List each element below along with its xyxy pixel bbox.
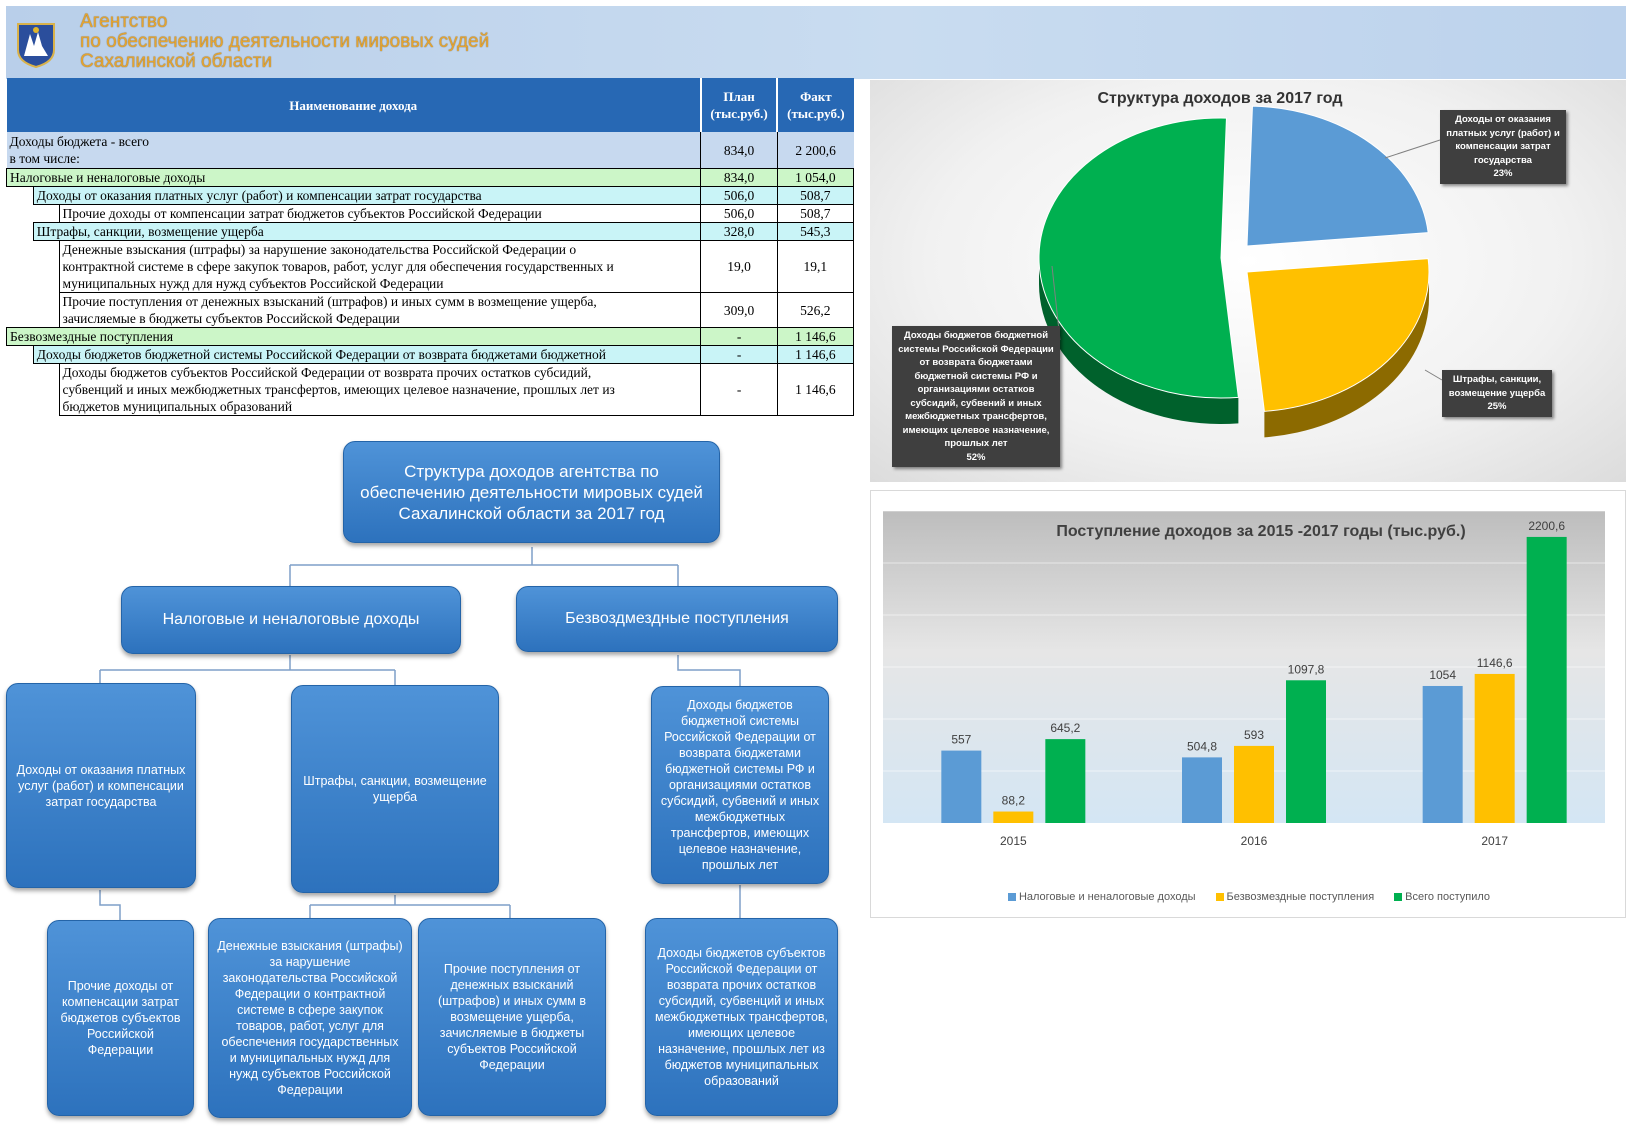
row-plan: - — [701, 364, 777, 416]
row-name: Прочие доходы от компенсации затрат бюджетов субъектов Российской Федерации — [59, 205, 701, 223]
row-fact: 508,7 — [777, 205, 853, 223]
pie-leader-line — [1425, 370, 1442, 380]
org-tax-box: Налоговые и неналоговые доходы — [121, 586, 461, 654]
org-root-box: Структура доходов агентства по обеспечению деятельности мировых судей Сахалинской области за 2017 год — [343, 441, 720, 543]
bar-data-label: 593 — [1243, 727, 1265, 742]
legend-swatch — [1008, 893, 1016, 901]
legend-swatch — [1216, 893, 1224, 901]
row-plan: 834,0 — [701, 169, 777, 187]
column-header-fact: Факт (тыс.руб.) — [777, 78, 853, 132]
agency-title-line-2: по обеспечению деятельности мировых судей — [80, 31, 490, 52]
bar-data-label: 1054 — [1429, 667, 1457, 682]
agency-title-line-3: Сахалинской области — [80, 51, 273, 72]
org-budget-return-box: Доходы бюджетов бюджетной системы Российской Федерации от возврата бюджетами бюджетной системы РФ и организациями остатков субсидий, субвений и иных межбюджетных трансфертов, имеющих целевое назначение, прошлых лет — [651, 686, 829, 884]
bar — [1182, 757, 1222, 823]
legend-entry — [1008, 891, 1196, 903]
pie-leader-line — [1385, 140, 1440, 158]
row-name: Доходы бюджетов бюджетной системы Российской Федерации от возврата бюджетами бюджетной — [33, 346, 701, 364]
pie-chart-panel — [870, 80, 1626, 482]
row-plan: - — [701, 346, 777, 364]
bar-chart-title: Поступление доходов за 2015 -2017 годы (тыс.руб.) — [1056, 523, 1466, 540]
row-plan: 506,0 — [701, 187, 777, 205]
org-other-fines-box: Прочие поступления от денежных взысканий (штрафов) и иных сумм в возмещение ущерба, зачисляемые в бюджеты субъектов Российской Федерации — [418, 918, 606, 1116]
pie-chart-title: Структура доходов за 2017 год — [1097, 90, 1343, 107]
legend-label: Безвозмездные поступления — [1226, 891, 1375, 903]
row-fact: 19,1 — [777, 241, 853, 293]
row-plan: - — [701, 328, 777, 346]
row-name: Денежные взыскания (штрафы) за нарушение законодательства Российской Федерации о контрактной системе в сфере закупок товаров, работ, услуг для обеспечения государственных и муниципальных нужд для нужд субъектов Российской Федерации — [59, 241, 701, 293]
legend-entry — [1216, 891, 1375, 903]
x-tick-label: 2015 — [999, 834, 1027, 848]
bar-data-label: 1097,8 — [1287, 662, 1325, 677]
pie-data-label: Штрафы, санкции, возмещение ущерба 25% — [1442, 370, 1552, 417]
bar — [1527, 537, 1567, 823]
legend-label: Всего поступило — [1405, 891, 1491, 903]
org-fines-box: Штрафы, санкции, возмещение ущерба — [291, 685, 499, 893]
row-fact: 2 200,6 — [777, 132, 853, 169]
bar-chart-panel — [870, 490, 1626, 918]
pie-slice — [1247, 106, 1428, 246]
bar-data-label: 2200,6 — [1528, 518, 1566, 533]
org-municipal-return-box: Доходы бюджетов субъектов Российской Федерации от возврата прочих остатков субсидий, субвенций и иных межбюджетных трансфертов, имеющих целевое назначение, прошлых лет из бюджетов муниципальных образований — [645, 918, 838, 1116]
bar-chart — [871, 491, 1627, 919]
bar — [1423, 686, 1463, 823]
bar — [1045, 739, 1085, 823]
x-tick-label: 2016 — [1240, 834, 1268, 848]
row-name: Налоговые и неналоговые доходы — [7, 169, 701, 187]
bar — [941, 751, 981, 823]
row-fact: 1 146,6 — [777, 364, 853, 416]
row-fact: 1 146,6 — [777, 328, 853, 346]
x-tick-label: 2017 — [1481, 834, 1509, 848]
row-plan: 309,0 — [701, 293, 777, 328]
pie-slice — [1247, 259, 1429, 412]
bar-data-label: 645,2 — [1050, 721, 1081, 736]
row-plan: 506,0 — [701, 205, 777, 223]
bar — [1234, 746, 1274, 823]
pie-data-label: Доходы от оказания платных услуг (работ) и компенсации затрат государства 23% — [1440, 110, 1566, 184]
bar-data-label: 504,8 — [1186, 739, 1218, 754]
org-other-comp-box: Прочие доходы от компенсации затрат бюджетов субъектов Российской Федерации — [47, 920, 194, 1116]
org-gratis-box: Безвоздмездные поступления — [516, 586, 838, 652]
row-name: Прочие поступления от денежных взысканий (штрафов) и иных сумм в возмещение ущерба, зачисляемые в бюджеты субъектов Российской Федерации — [59, 293, 701, 328]
row-fact: 545,3 — [777, 223, 853, 241]
row-name: Доходы от оказания платных услуг (работ) и компенсации затрат государства — [33, 187, 701, 205]
bar — [1475, 674, 1515, 823]
row-name: Доходы бюджета - всего в том числе: — [7, 132, 701, 169]
org-monetary-fines-box: Денежные взыскания (штрафы) за нарушение законодательства Российской Федерации о контрактной системе в сфере закупок товаров, работ, услуг для обеспечения государственных и муниципальных нужд для нужд субъектов Российской Федерации — [208, 918, 412, 1118]
row-name: Безвозмездные поступления — [7, 328, 701, 346]
pie-data-label: Доходы бюджетов бюджетной системы Российской Федерации от возврата бюджетами бюджетной системы РФ и организациями остатков субсидий, субвений и иных межбюджетных трансфертов, имеющих целевое назначение, прошлых лет 52% — [892, 326, 1060, 467]
row-plan: 328,0 — [701, 223, 777, 241]
legend-entry — [1394, 891, 1490, 903]
column-header-name: Наименование дохода — [7, 78, 701, 132]
bar — [1286, 680, 1326, 823]
row-plan: 834,0 — [701, 132, 777, 169]
row-fact: 1 146,6 — [777, 346, 853, 364]
bar — [993, 812, 1033, 823]
row-name: Штрафы, санкции, возмещение ущерба — [33, 223, 701, 241]
bar-chart-legend — [871, 891, 1627, 903]
row-plan: 19,0 — [701, 241, 777, 293]
bar-data-label: 557 — [951, 732, 972, 747]
column-header-plan: План (тыс.руб.) — [701, 78, 777, 132]
agency-title-line-1: Агентство — [80, 11, 168, 32]
row-fact: 1 054,0 — [777, 169, 853, 187]
bar-data-label: 88,2 — [1001, 793, 1026, 808]
legend-swatch — [1394, 893, 1402, 901]
row-fact: 508,7 — [777, 187, 853, 205]
row-fact: 526,2 — [777, 293, 853, 328]
org-services-box: Доходы от оказания платных услуг (работ) и компенсации затрат государства — [6, 683, 196, 888]
row-name: Доходы бюджетов субъектов Российской Федерации от возврата прочих остатков субсидий, субвенций и иных межбюджетных трансфертов, имеющих целевое назначение, прошлых лет из бюджетов муниципальных образований — [59, 364, 701, 416]
legend-label: Налоговые и неналоговые доходы — [1018, 891, 1196, 903]
bar-data-label: 1146,6 — [1476, 655, 1513, 670]
